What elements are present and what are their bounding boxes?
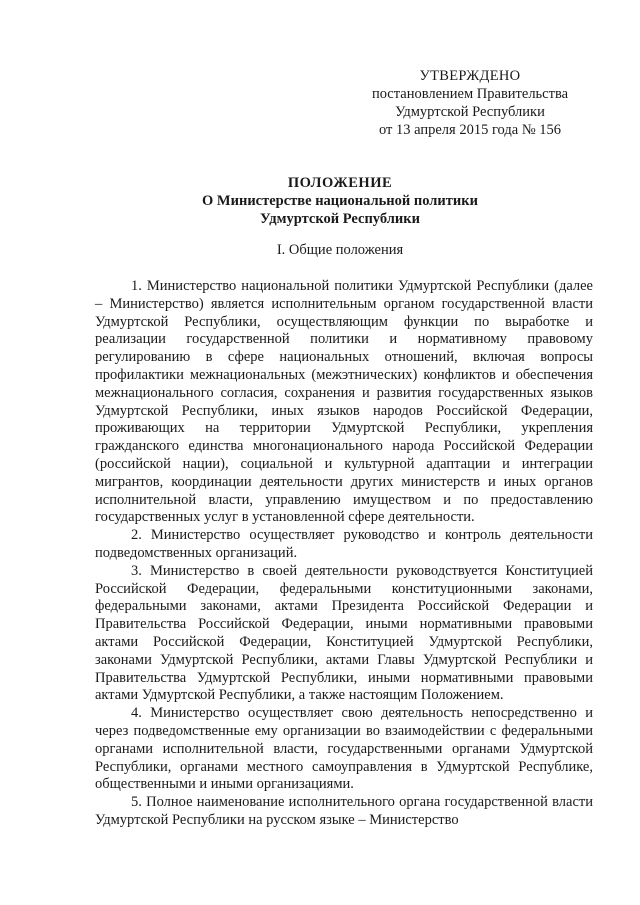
approval-republic-line: Удмуртской Республики [395, 104, 545, 120]
section-heading: I. Общие положения [276, 242, 404, 258]
document-title [95, 174, 585, 228]
paragraph-2: 2. Министерство осуществляет руководство и контроль деятельности подведомственных организаций. [95, 527, 593, 561]
paragraph-5: 5. Полное наименование исполнительного органа государственной власти Удмуртской Республики на русском языке – Министерство [95, 794, 593, 828]
document-body [95, 278, 593, 830]
approval-heading: УТВЕРЖДЕНО [419, 68, 521, 84]
document-title-main: ПОЛОЖЕНИЕ [287, 175, 393, 191]
paragraph-1: 1. Министерство национальной политики Удмуртской Республики (далее – Министерство) является исполнительным органом государственной власти Удмуртской Республики, осуществляющим функции по выработке и реализации государственной политики и нормативному правовому регулированию в сфере национальных отношений, включая вопросы профилактики межнациональных (межэтнических) конфликтов и обеспечения межнационального согласия, сохранения и развития государственных языков Удмуртской Республики, иных языков народов Российской Федерации, проживающих на территории Удмуртской Республики, укрепления гражданского единства многонационального народа Российской Федерации (российской нации), социальной и культурной адаптации и интеграции мигрантов, координации деятельности других министерств и иных органов исполнительной власти, управлению имуществом и по предоставлению государственных услуг в установленной сфере деятельности. [95, 278, 593, 526]
approval-date-line: от 13 апреля 2015 года № 156 [378, 122, 562, 138]
document-title-subject: О Министерстве национальной политики [202, 193, 478, 209]
paragraph-4: 4. Министерство осуществляет свою деятельность непосредственно и через подведомственные ему организации во взаимодействии с федеральными органами исполнительной власти, государственными органами Удмуртской Республики, органами местного самоуправления в Удмуртской Республике, общественными и иными организациями. [95, 705, 593, 793]
paragraph-3: 3. Министерство в своей деятельности руководствуется Конституцией Российской Федерации, федеральными конституционными законами, федеральными законами, актами Президента Российской Федерации и Правительства Российской Федерации, иными нормативными правовыми актами Российской Федерации, Конституцией Удмуртской Республики, законами Удмуртской Республики, актами Главы Удмуртской Республики и Правительства Удмуртской Республики, иными нормативными правовыми актами Удмуртской Республики, а также настоящим Положением. [95, 562, 593, 704]
approval-stamp [345, 67, 595, 139]
document-title-republic: Удмуртской Республики [260, 211, 420, 227]
approval-decree-line: постановлением Правительства [371, 86, 569, 102]
